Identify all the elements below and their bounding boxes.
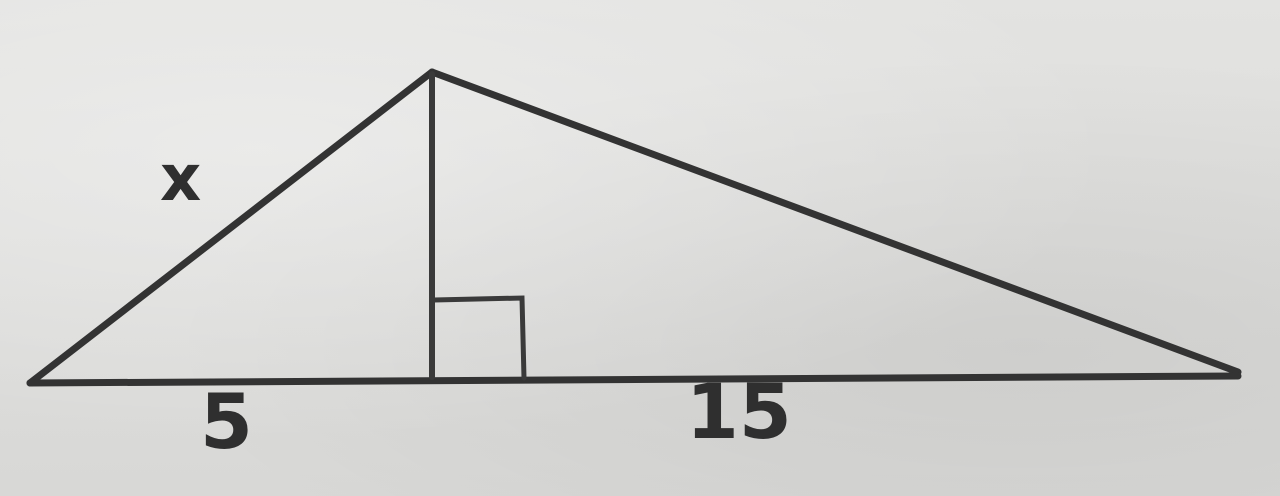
left-side-line xyxy=(30,72,432,383)
label-left-segment: 5 xyxy=(200,377,253,466)
label-x: x xyxy=(160,142,202,216)
right-angle-marker xyxy=(434,298,524,378)
right-side-line xyxy=(432,72,1238,372)
label-right-segment: 15 xyxy=(686,367,792,456)
